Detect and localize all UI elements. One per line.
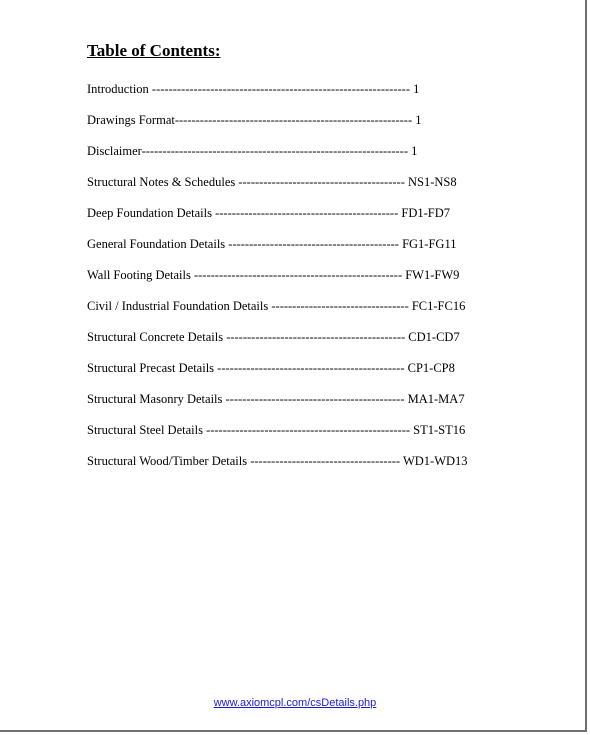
toc-entry-structural-masonry: Structural Masonry Details ------------------------------------------- MA1-MA7: [87, 392, 465, 406]
toc-entry-general-foundation: General Foundation Details ----------------------------------------- FG1-FG11: [87, 237, 457, 251]
toc-entry-introduction: Introduction -------------------------------------------------------------- 1: [87, 82, 420, 96]
toc-entry-civil-industrial-foundation: Civil / Industrial Foundation Details --------------------------------- FC1-FC16: [87, 299, 466, 313]
toc-entry-structural-concrete: Structural Concrete Details ------------------------------------------- CD1-CD7: [87, 330, 460, 344]
toc-title: Table of Contents:: [87, 41, 221, 60]
toc-entry-structural-notes: Structural Notes & Schedules ---------------------------------------- NS1-NS8: [87, 175, 457, 189]
toc-entry-structural-precast: Structural Precast Details --------------------------------------------- CP1-CP8: [87, 361, 455, 375]
toc-entry-structural-steel: Structural Steel Details ------------------------------------------------- ST1-ST16: [87, 423, 466, 437]
toc-entry-wall-footing: Wall Footing Details -------------------------------------------------- FW1-FW9: [87, 268, 460, 282]
toc-entry-disclaimer: Disclaimer---------------------------------------------------------------- 1: [87, 144, 418, 158]
footer-website-link[interactable]: www.axiomcpl.com/csDetails.php: [213, 697, 377, 709]
toc-entry-structural-wood-timber: Structural Wood/Timber Details ------------------------------------ WD1-WD13: [87, 454, 468, 468]
toc-entry-deep-foundation: Deep Foundation Details -------------------------------------------- FD1-FD7: [87, 206, 451, 220]
toc-list: [87, 81, 468, 484]
toc-entry-drawings-format: Drawings Format--------------------------------------------------------- 1: [87, 113, 422, 127]
